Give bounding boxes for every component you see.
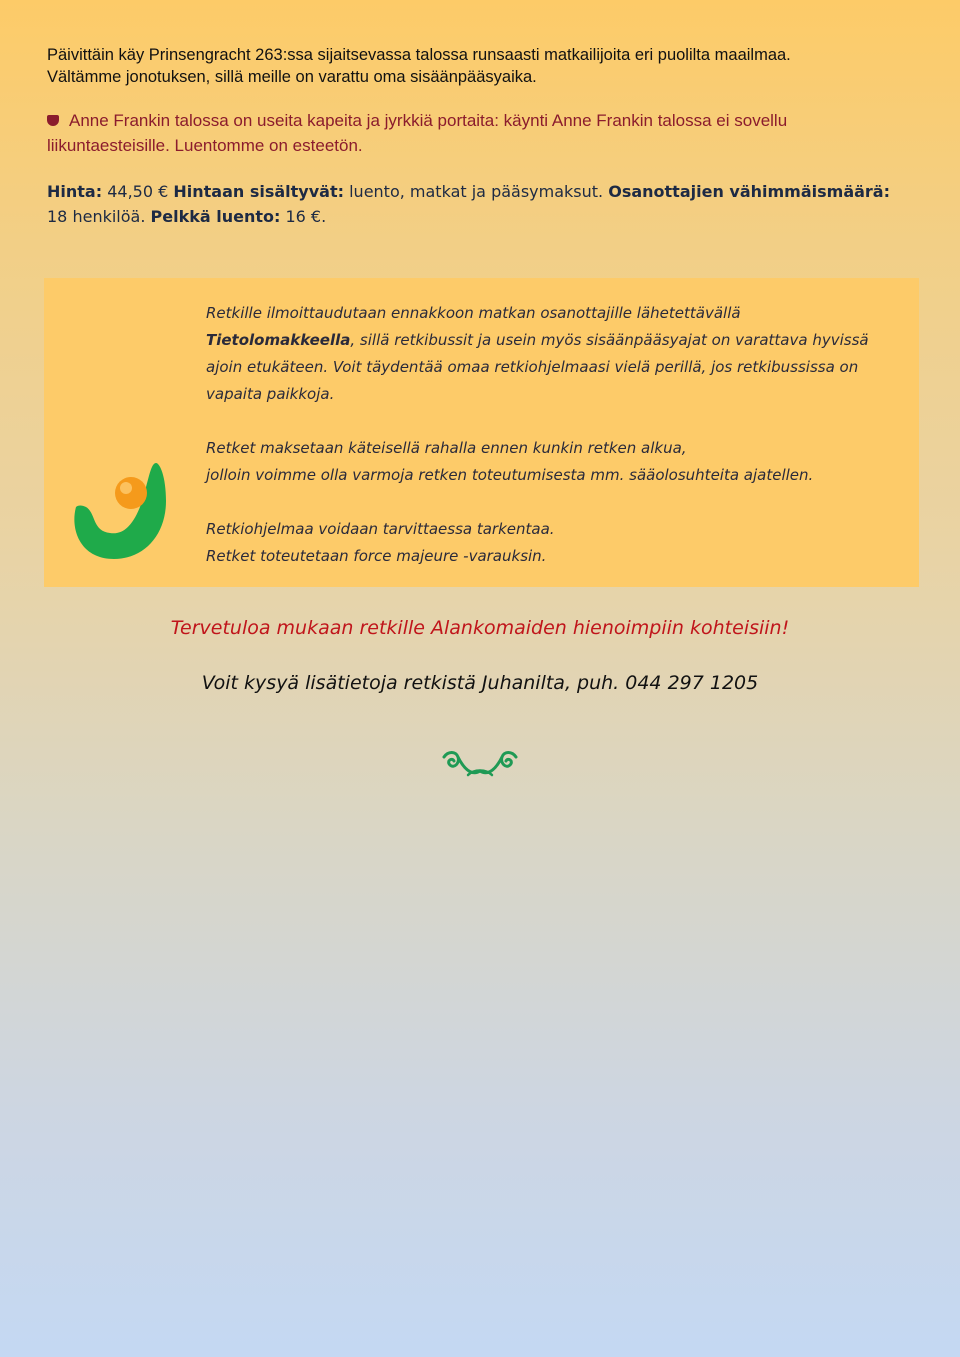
price-label: Hinta: [47,182,103,201]
price-info [47,179,907,229]
registration-paragraph [206,300,906,408]
registration-text-cont: , sillä retkibussit ja usein myös sisäänpääsyajat on varattava hyvissä ajoin etukäteen. Voit täydentää omaa retkiohjelmaasi vielä perillä, jos retkibussissa on vapaita paikkoja. [206,331,869,403]
min-participants-label: Osanottajien vähimmäismäärä: [608,182,890,201]
note-line: Retket toteutetaan force majeure -varauksin. [206,547,547,565]
note-line: Retkiohjelmaa voidaan tarvittaessa tarkentaa. [206,520,555,538]
lecture-only-label: Pelkkä luento: [150,207,281,226]
form-name: Tietolomakkeella [206,331,351,349]
includes-text: luento, matkat ja pääsymaksut. [349,182,604,201]
ornament-icon [438,745,522,781]
bullet-icon [47,115,59,126]
payment-line: Retket maksetaan käteisellä rahalla ennen kunkin retken alkua, [206,439,687,457]
welcome-text: Tervetuloa mukaan retkille Alankomaiden hienoimpiin kohteisiin! [170,617,790,639]
intro-paragraph [47,44,917,88]
min-participants-unit: henkilöä. [72,207,146,226]
warning-line: Anne Frankin talossa on useita kapeita ja jyrkkiä portaita: käynti Anne Frankin talossa ei sovellu [69,111,788,130]
box-text [206,300,906,570]
intro-line: Vältämme jonotuksen, sillä meille on varattu oma sisäänpääsyaika. [47,68,537,86]
min-participants-value: 18 [47,207,68,226]
logo-icon [62,455,174,567]
accessibility-warning [47,108,907,158]
lecture-only-value: 16 €. [285,207,327,226]
price-amount: 44,50 € [107,182,169,201]
warning-line: liikuntaesteisille. Luentomme on esteetön. [47,136,363,155]
payment-line: jolloin voimme olla varmoja retken toteutumisesta mm. sääolosuhteita ajatellen. [206,466,814,484]
registration-text: Retkille ilmoittaudutaan ennakkoon matkan osanottajille lähetettävällä [206,304,741,322]
intro-line: Päivittäin käy Prinsengracht 263:ssa sijaitsevassa talossa runsaasti matkailijoita eri puolilta maailmaa. [47,46,791,64]
contact-text: Voit kysyä lisätietoja retkistä Juhanilta, puh. 044 297 1205 [201,672,759,694]
includes-label: Hintaan sisältyvät: [173,182,345,201]
